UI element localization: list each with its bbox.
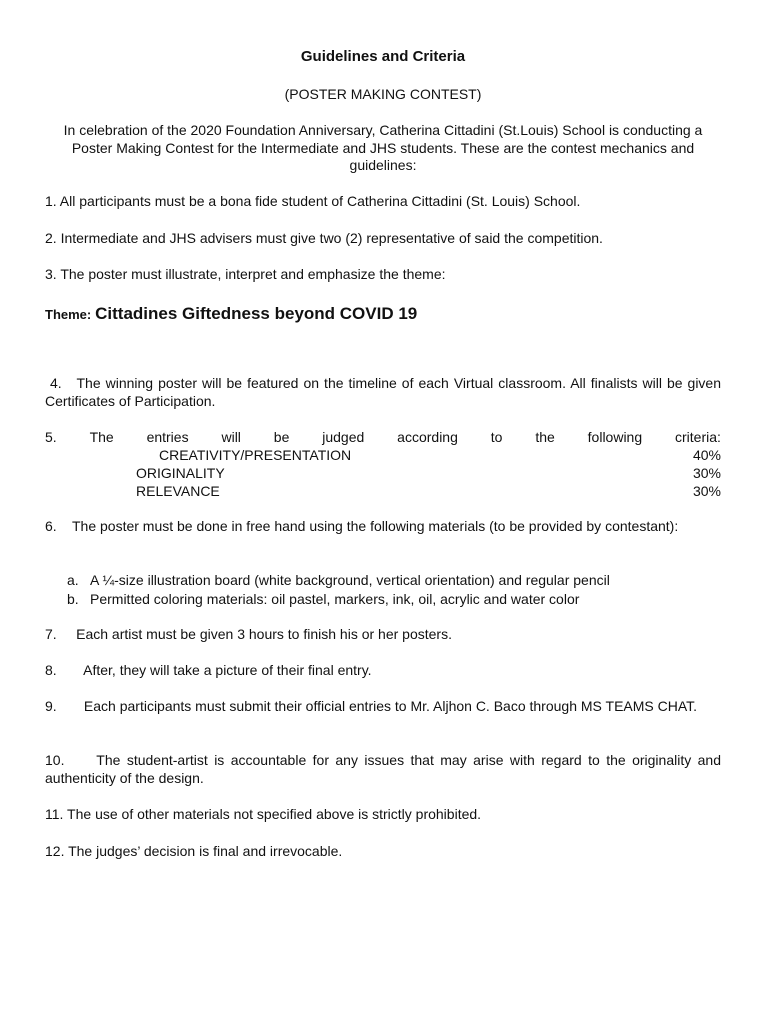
- list-marker: b.: [67, 591, 79, 607]
- item-5-word: entries: [146, 429, 189, 445]
- item-5-word: be: [273, 429, 290, 445]
- materials-list-item: [67, 590, 579, 608]
- theme-text: Cittadines Giftedness beyond COVID 19: [95, 304, 418, 323]
- intro-paragraph: In celebration of the 2020 Foundation Anniversary, Catherina Cittadini (St.Louis) School is conducting a Poster Making Contest for the Intermediate and JHS students. These are the contest mechanics and guidelines:: [63, 122, 703, 173]
- document-page: [45, 0, 725, 1024]
- guideline-item-5-heading: [45, 429, 721, 447]
- guideline-item-9: 9. Each participants must submit their official entries to Mr. Aljhon C. Baco through MS TEAMS CHAT.: [45, 698, 698, 714]
- guideline-item-4: 4. The winning poster will be featured on the timeline of each Virtual classroom. All finalists will be given Certificates of Participation.: [45, 375, 725, 409]
- item-5-word: criteria:: [675, 429, 721, 445]
- item-5-word: judged: [322, 429, 365, 445]
- criteria-percent: 30%: [692, 483, 721, 499]
- criteria-name: ORIGINALITY: [136, 465, 225, 481]
- guideline-item-7: 7. Each artist must be given 3 hours to finish his or her posters.: [45, 626, 452, 642]
- guideline-item-8: 8. After, they will take a picture of their final entry.: [45, 662, 372, 678]
- list-marker: a.: [67, 572, 79, 588]
- item-5-word: 5.: [45, 429, 57, 445]
- item-5-word: will: [221, 429, 241, 445]
- guideline-item-1: 1. All participants must be a bona fide student of Catherina Cittadini (St. Louis) School.: [45, 193, 581, 209]
- document-title: Guidelines and Criteria: [300, 48, 466, 65]
- guideline-item-5: [45, 429, 721, 447]
- criteria-name: RELEVANCE: [136, 483, 220, 499]
- theme-label: Theme:: [45, 307, 92, 322]
- criteria-percent: 40%: [692, 447, 721, 463]
- guideline-item-12: 12. The judges’ decision is final and irrevocable.: [45, 843, 343, 859]
- materials-list-item: [67, 571, 610, 589]
- item-5-word: following: [587, 429, 643, 445]
- item-5-word: The: [89, 429, 114, 445]
- list-item-text: A ¼-size illustration board (white background, vertical orientation) and regular pencil: [90, 572, 610, 588]
- item-5-word: to: [490, 429, 503, 445]
- list-item-text: Permitted coloring materials: oil pastel, markers, ink, oil, acrylic and water color: [90, 591, 580, 607]
- item-5-word: the: [535, 429, 555, 445]
- guideline-item-3: 3. The poster must illustrate, interpret and emphasize the theme:: [45, 266, 446, 282]
- criteria-row: [45, 446, 721, 464]
- guideline-item-11: 11. The use of other materials not specified above is strictly prohibited.: [45, 806, 482, 822]
- item-5-word: according: [397, 429, 458, 445]
- guideline-item-10: 10. The student-artist is accountable for any issues that may arise with regard to the originality and authenticity of the design.: [45, 752, 725, 786]
- guideline-item-6: 6. The poster must be done in free hand using the following materials (to be provided by contestant):: [45, 518, 679, 534]
- criteria-name: CREATIVITY/PRESENTATION: [159, 447, 352, 463]
- theme-line: [45, 303, 721, 326]
- criteria-row: [45, 464, 721, 482]
- guideline-item-2: 2. Intermediate and JHS advisers must give two (2) representative of said the competition.: [45, 230, 603, 246]
- criteria-percent: 30%: [692, 465, 721, 481]
- criteria-row: [45, 482, 721, 500]
- document-subtitle: (POSTER MAKING CONTEST): [284, 86, 482, 102]
